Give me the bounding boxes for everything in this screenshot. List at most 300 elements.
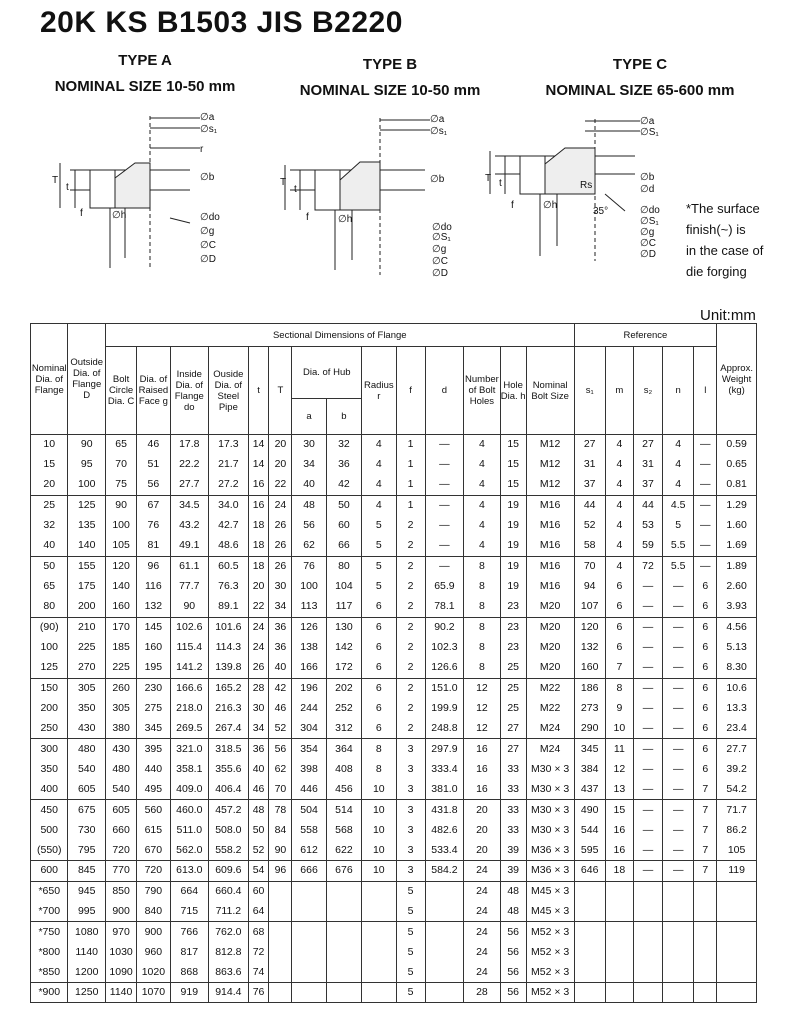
hdr-outside-pipe: Ouside Dia. of Steel Pipe bbox=[209, 347, 249, 435]
table-cell: 456 bbox=[326, 780, 361, 800]
table-cell: 216.3 bbox=[209, 698, 249, 718]
table-cell: 495 bbox=[137, 780, 170, 800]
table-cell: 25 bbox=[500, 698, 526, 718]
table-cell: 995 bbox=[68, 901, 105, 921]
table-cell: 3 bbox=[396, 800, 425, 820]
table-cell: 34 bbox=[292, 455, 326, 475]
table-cell: — bbox=[633, 840, 662, 860]
table-cell: 381.0 bbox=[425, 780, 464, 800]
table-cell: 100 bbox=[105, 516, 136, 536]
label-f: f bbox=[306, 212, 309, 223]
table-cell: 8 bbox=[362, 759, 396, 779]
label-S1: ∅S₁ bbox=[640, 127, 659, 138]
table-cell: 65.9 bbox=[425, 577, 464, 597]
table-cell: 766 bbox=[170, 922, 209, 942]
table-cell: 297.9 bbox=[425, 739, 464, 759]
label-do: ∅do bbox=[432, 222, 452, 233]
table-cell: 90.2 bbox=[425, 617, 464, 637]
table-cell: 13 bbox=[605, 780, 633, 800]
table-cell: 26 bbox=[269, 516, 292, 536]
table-cell: 345 bbox=[137, 719, 170, 739]
table-cell: 25 bbox=[31, 495, 68, 515]
table-cell: 305 bbox=[105, 698, 136, 718]
table-cell: 504 bbox=[292, 800, 326, 820]
table-cell bbox=[717, 983, 757, 1003]
table-cell: 1140 bbox=[68, 942, 105, 962]
table-cell: 68 bbox=[248, 922, 269, 942]
table-cell: 119 bbox=[717, 861, 757, 881]
table-cell: 720 bbox=[105, 840, 136, 860]
table-cell: 67 bbox=[137, 495, 170, 515]
hdr-outside: Outside Dia. of Flange D bbox=[68, 324, 105, 435]
table-cell: 6 bbox=[362, 698, 396, 718]
note-line-4: die forging bbox=[686, 264, 747, 279]
table-cell: *650 bbox=[31, 881, 68, 901]
table-cell: 90 bbox=[269, 840, 292, 860]
table-cell: 676 bbox=[326, 861, 361, 881]
table-cell: M30 × 3 bbox=[526, 759, 574, 779]
table-cell: 1 bbox=[396, 495, 425, 515]
table-cell: 568 bbox=[326, 820, 361, 840]
table-cell: 12 bbox=[464, 698, 500, 718]
table-cell: 96 bbox=[137, 556, 170, 576]
table-cell: 2 bbox=[396, 536, 425, 556]
table-cell: 36 bbox=[269, 637, 292, 657]
table-cell: 132 bbox=[137, 597, 170, 617]
table-cell: 26 bbox=[269, 556, 292, 576]
table-cell: 24 bbox=[464, 861, 500, 881]
table-cell: 6 bbox=[694, 719, 717, 739]
type-c-flange-diagram bbox=[485, 116, 665, 271]
table-cell: 19 bbox=[500, 536, 526, 556]
table-cell: 622 bbox=[326, 840, 361, 860]
table-cell: 166 bbox=[292, 658, 326, 678]
table-cell: 56 bbox=[500, 962, 526, 982]
table-cell: 15 bbox=[500, 475, 526, 495]
table-cell: 4 bbox=[464, 516, 500, 536]
table-cell: 76 bbox=[248, 983, 269, 1003]
label-t: t bbox=[499, 178, 502, 189]
table-cell: 141.2 bbox=[170, 658, 209, 678]
table-cell: 175 bbox=[68, 577, 105, 597]
table-cell: 46 bbox=[248, 780, 269, 800]
table-cell: — bbox=[425, 435, 464, 455]
table-cell: 400 bbox=[31, 780, 68, 800]
table-cell: — bbox=[633, 678, 662, 698]
table-cell: 490 bbox=[574, 800, 605, 820]
table-cell: 18 bbox=[605, 861, 633, 881]
table-cell: 24 bbox=[464, 922, 500, 942]
table-row bbox=[31, 780, 757, 800]
table-cell: 15 bbox=[31, 455, 68, 475]
table-cell: 33 bbox=[500, 800, 526, 820]
table-cell: 10 bbox=[362, 800, 396, 820]
table-cell: M22 bbox=[526, 698, 574, 718]
table-cell: 6 bbox=[362, 617, 396, 637]
table-row bbox=[31, 698, 757, 718]
table-cell: 27 bbox=[500, 719, 526, 739]
table-cell: 4 bbox=[605, 516, 633, 536]
table-cell: 482.6 bbox=[425, 820, 464, 840]
table-cell: 1080 bbox=[68, 922, 105, 942]
table-cell: 6 bbox=[362, 658, 396, 678]
table-cell: 0.81 bbox=[717, 475, 757, 495]
table-cell: 3 bbox=[396, 739, 425, 759]
table-cell: 30 bbox=[248, 698, 269, 718]
table-cell: 132 bbox=[574, 637, 605, 657]
hdr-t-big: T bbox=[269, 347, 292, 435]
table-cell: 150 bbox=[31, 678, 68, 698]
table-cell: 170 bbox=[105, 617, 136, 637]
table-cell: — bbox=[694, 516, 717, 536]
table-cell: 40 bbox=[292, 475, 326, 495]
table-cell: 16 bbox=[464, 780, 500, 800]
table-cell: — bbox=[663, 658, 694, 678]
table-cell: 48 bbox=[500, 881, 526, 901]
table-cell: 65 bbox=[31, 577, 68, 597]
table-cell: — bbox=[633, 597, 662, 617]
table-cell bbox=[717, 901, 757, 921]
table-cell: 33 bbox=[500, 759, 526, 779]
label-f: f bbox=[511, 200, 514, 211]
hdr-s1: s₁ bbox=[574, 347, 605, 435]
hdr-reference: Reference bbox=[574, 324, 717, 347]
table-cell bbox=[717, 942, 757, 962]
table-cell: 142 bbox=[326, 637, 361, 657]
table-cell bbox=[269, 962, 292, 982]
table-cell: 4 bbox=[362, 435, 396, 455]
table-cell: 4.56 bbox=[717, 617, 757, 637]
table-row bbox=[31, 516, 757, 536]
table-cell: 166.6 bbox=[170, 678, 209, 698]
label-t: t bbox=[294, 184, 297, 195]
table-cell bbox=[694, 942, 717, 962]
table-cell: M45 × 3 bbox=[526, 881, 574, 901]
table-cell: — bbox=[633, 617, 662, 637]
label-C: ∅C bbox=[432, 256, 448, 267]
table-cell: 17.8 bbox=[170, 435, 209, 455]
table-cell: 31 bbox=[574, 455, 605, 475]
table-cell: 544 bbox=[574, 820, 605, 840]
table-cell: 52 bbox=[269, 719, 292, 739]
table-cell: 105 bbox=[105, 536, 136, 556]
table-cell: 200 bbox=[68, 597, 105, 617]
table-cell: 460.0 bbox=[170, 800, 209, 820]
table-cell: 762.0 bbox=[209, 922, 249, 942]
table-cell: 795 bbox=[68, 840, 105, 860]
table-cell: 1140 bbox=[105, 983, 136, 1003]
table-cell: 5 bbox=[396, 983, 425, 1003]
table-cell: 440 bbox=[137, 759, 170, 779]
table-cell: — bbox=[425, 556, 464, 576]
table-cell: 3.93 bbox=[717, 597, 757, 617]
table-cell: 53 bbox=[633, 516, 662, 536]
table-cell: 25 bbox=[500, 678, 526, 698]
table-cell bbox=[694, 922, 717, 942]
table-cell: 120 bbox=[105, 556, 136, 576]
table-cell: 4 bbox=[605, 475, 633, 495]
table-cell: — bbox=[694, 475, 717, 495]
table-cell: 125 bbox=[68, 495, 105, 515]
table-cell: 76 bbox=[137, 516, 170, 536]
table-cell: M12 bbox=[526, 435, 574, 455]
table-cell bbox=[425, 942, 464, 962]
table-cell: 27.7 bbox=[170, 475, 209, 495]
table-cell: — bbox=[694, 556, 717, 576]
table-cell: 20 bbox=[269, 435, 292, 455]
table-cell: 430 bbox=[105, 739, 136, 759]
table-cell: 7 bbox=[694, 840, 717, 860]
table-cell: 24 bbox=[464, 942, 500, 962]
table-cell: 70 bbox=[574, 556, 605, 576]
table-cell bbox=[633, 922, 662, 942]
table-cell: M45 × 3 bbox=[526, 901, 574, 921]
table-cell: 46 bbox=[137, 435, 170, 455]
table-cell: 406.4 bbox=[209, 780, 249, 800]
table-cell: M24 bbox=[526, 719, 574, 739]
table-cell: 160 bbox=[574, 658, 605, 678]
table-cell bbox=[605, 901, 633, 921]
table-cell: *700 bbox=[31, 901, 68, 921]
table-cell: 95 bbox=[68, 455, 105, 475]
table-cell: 345 bbox=[574, 739, 605, 759]
table-cell: 812.8 bbox=[209, 942, 249, 962]
table-cell: 25 bbox=[500, 658, 526, 678]
table-cell: 408 bbox=[326, 759, 361, 779]
table-cell: 76 bbox=[292, 556, 326, 576]
type-b-name: TYPE B bbox=[362, 56, 418, 73]
table-cell: M30 × 3 bbox=[526, 800, 574, 820]
table-cell: 7 bbox=[605, 658, 633, 678]
table-row bbox=[31, 820, 757, 840]
table-cell: 437 bbox=[574, 780, 605, 800]
label-Rs: Rs bbox=[580, 180, 593, 191]
table-cell: 160 bbox=[105, 597, 136, 617]
table-cell: 10.6 bbox=[717, 678, 757, 698]
label-b: ∅b bbox=[640, 172, 655, 183]
table-cell: 300 bbox=[31, 739, 68, 759]
table-cell: — bbox=[663, 739, 694, 759]
table-cell: 27 bbox=[574, 435, 605, 455]
table-cell: 19 bbox=[500, 516, 526, 536]
table-cell: 100 bbox=[292, 577, 326, 597]
table-cell bbox=[663, 962, 694, 982]
table-cell: 139.8 bbox=[209, 658, 249, 678]
table-cell bbox=[663, 901, 694, 921]
table-cell: 6 bbox=[362, 597, 396, 617]
table-cell: 107 bbox=[574, 597, 605, 617]
table-cell: 3 bbox=[396, 861, 425, 881]
table-cell: 6 bbox=[694, 678, 717, 698]
table-cell: 558.2 bbox=[209, 840, 249, 860]
table-cell: 39 bbox=[500, 861, 526, 881]
table-cell: — bbox=[425, 495, 464, 515]
table-cell: — bbox=[663, 800, 694, 820]
table-cell: 18 bbox=[248, 556, 269, 576]
table-cell: 16 bbox=[464, 759, 500, 779]
table-cell: 290 bbox=[574, 719, 605, 739]
table-cell: 4 bbox=[362, 475, 396, 495]
table-cell bbox=[326, 942, 361, 962]
table-cell: 350 bbox=[31, 759, 68, 779]
table-cell: 21.7 bbox=[209, 455, 249, 475]
type-b-size: NOMINAL SIZE 10-50 mm bbox=[299, 82, 481, 99]
table-cell: 52 bbox=[574, 516, 605, 536]
note-line-1: *The surface bbox=[686, 201, 760, 216]
table-cell: 165.2 bbox=[209, 678, 249, 698]
table-cell: 104 bbox=[326, 577, 361, 597]
table-cell: 10 bbox=[362, 840, 396, 860]
table-cell bbox=[362, 962, 396, 982]
table-cell: 39 bbox=[500, 840, 526, 860]
table-cell: 115.4 bbox=[170, 637, 209, 657]
table-cell: 56 bbox=[500, 922, 526, 942]
table-body bbox=[31, 435, 757, 1003]
table-row bbox=[31, 942, 757, 962]
table-cell: 10 bbox=[605, 719, 633, 739]
table-cell: 64 bbox=[248, 901, 269, 921]
table-cell bbox=[633, 962, 662, 982]
table-cell: M36 × 3 bbox=[526, 861, 574, 881]
table-cell: M16 bbox=[526, 516, 574, 536]
table-cell: 23 bbox=[500, 597, 526, 617]
table-cell: 27 bbox=[500, 739, 526, 759]
table-cell bbox=[269, 901, 292, 921]
table-cell: 790 bbox=[137, 881, 170, 901]
label-s1: ∅s₁ bbox=[430, 126, 448, 137]
label-d: ∅d bbox=[640, 184, 655, 195]
table-cell bbox=[633, 983, 662, 1003]
table-cell: 533.4 bbox=[425, 840, 464, 860]
table-cell: 615 bbox=[137, 820, 170, 840]
table-cell: 126.6 bbox=[425, 658, 464, 678]
table-cell bbox=[362, 901, 396, 921]
table-cell: 15 bbox=[605, 800, 633, 820]
table-cell: 5 bbox=[362, 536, 396, 556]
table-cell bbox=[694, 881, 717, 901]
label-g: ∅g bbox=[200, 226, 215, 237]
table-cell: 50 bbox=[326, 495, 361, 515]
table-cell: 446 bbox=[292, 780, 326, 800]
table-cell: 540 bbox=[105, 780, 136, 800]
table-cell: 4 bbox=[663, 475, 694, 495]
table-cell: 22.2 bbox=[170, 455, 209, 475]
table-row bbox=[31, 637, 757, 657]
table-cell: 40 bbox=[31, 536, 68, 556]
table-cell: 613.0 bbox=[170, 861, 209, 881]
table-cell: 609.6 bbox=[209, 861, 249, 881]
surface-finish-note bbox=[686, 198, 796, 282]
table-row bbox=[31, 577, 757, 597]
hdr-bolt-circle: Bolt Circle Dia. C bbox=[105, 347, 136, 435]
table-cell bbox=[269, 942, 292, 962]
table-cell: 664 bbox=[170, 881, 209, 901]
table-cell: 56 bbox=[269, 739, 292, 759]
table-cell: 10 bbox=[362, 820, 396, 840]
type-b-flange-diagram bbox=[280, 110, 455, 285]
table-cell: 945 bbox=[68, 881, 105, 901]
table-cell: 20 bbox=[31, 475, 68, 495]
table-cell: 89.1 bbox=[209, 597, 249, 617]
table-cell: 7 bbox=[694, 861, 717, 881]
table-cell: 27.7 bbox=[717, 739, 757, 759]
table-cell bbox=[717, 962, 757, 982]
table-cell: 584.2 bbox=[425, 861, 464, 881]
table-cell bbox=[425, 881, 464, 901]
label-S1: ∅S₁ bbox=[432, 232, 451, 243]
table-cell: — bbox=[425, 455, 464, 475]
table-cell: 6 bbox=[362, 678, 396, 698]
table-cell: 37 bbox=[574, 475, 605, 495]
table-row bbox=[31, 922, 757, 942]
table-cell: 15 bbox=[500, 435, 526, 455]
table-cell: 56 bbox=[292, 516, 326, 536]
table-row bbox=[31, 495, 757, 515]
table-row bbox=[31, 983, 757, 1003]
table-cell: 200 bbox=[31, 698, 68, 718]
table-cell: 540 bbox=[68, 759, 105, 779]
table-cell: 269.5 bbox=[170, 719, 209, 739]
table-cell bbox=[326, 922, 361, 942]
table-cell: 0.65 bbox=[717, 455, 757, 475]
table-cell: 1.69 bbox=[717, 536, 757, 556]
type-a-heading bbox=[20, 48, 270, 100]
table-cell: 40 bbox=[248, 759, 269, 779]
label-b: ∅b bbox=[430, 174, 445, 185]
table-cell: 8 bbox=[605, 678, 633, 698]
table-cell: M16 bbox=[526, 536, 574, 556]
table-cell: 96 bbox=[269, 861, 292, 881]
table-cell: M12 bbox=[526, 455, 574, 475]
table-cell: 52 bbox=[248, 840, 269, 860]
table-cell: 2 bbox=[396, 597, 425, 617]
table-cell: 1.29 bbox=[717, 495, 757, 515]
table-cell: 66 bbox=[326, 536, 361, 556]
table-cell: 42.7 bbox=[209, 516, 249, 536]
label-f: f bbox=[80, 208, 83, 219]
table-cell: 151.0 bbox=[425, 678, 464, 698]
table-cell: 54 bbox=[248, 861, 269, 881]
table-cell: 18 bbox=[248, 516, 269, 536]
table-cell: 42 bbox=[269, 678, 292, 698]
table-cell: 34.0 bbox=[209, 495, 249, 515]
label-D: ∅D bbox=[640, 249, 656, 260]
table-cell: 8 bbox=[464, 556, 500, 576]
table-cell: 102.3 bbox=[425, 637, 464, 657]
table-cell: *800 bbox=[31, 942, 68, 962]
table-cell: 32 bbox=[31, 516, 68, 536]
table-cell: 72 bbox=[248, 942, 269, 962]
table-cell: 6 bbox=[605, 577, 633, 597]
table-cell bbox=[425, 962, 464, 982]
table-cell: M20 bbox=[526, 617, 574, 637]
table-cell: 3 bbox=[396, 759, 425, 779]
table-cell: 919 bbox=[170, 983, 209, 1003]
table-cell: 5 bbox=[396, 942, 425, 962]
table-cell bbox=[362, 942, 396, 962]
note-line-3: in the case of bbox=[686, 243, 764, 258]
table-cell: 900 bbox=[137, 922, 170, 942]
table-cell: 5 bbox=[396, 922, 425, 942]
table-cell: 4 bbox=[605, 536, 633, 556]
table-row bbox=[31, 719, 757, 739]
table-cell: 715 bbox=[170, 901, 209, 921]
table-cell: 817 bbox=[170, 942, 209, 962]
table-cell: 28 bbox=[464, 983, 500, 1003]
table-cell: 60 bbox=[248, 881, 269, 901]
table-cell: 16 bbox=[248, 475, 269, 495]
table-cell: 6 bbox=[694, 617, 717, 637]
